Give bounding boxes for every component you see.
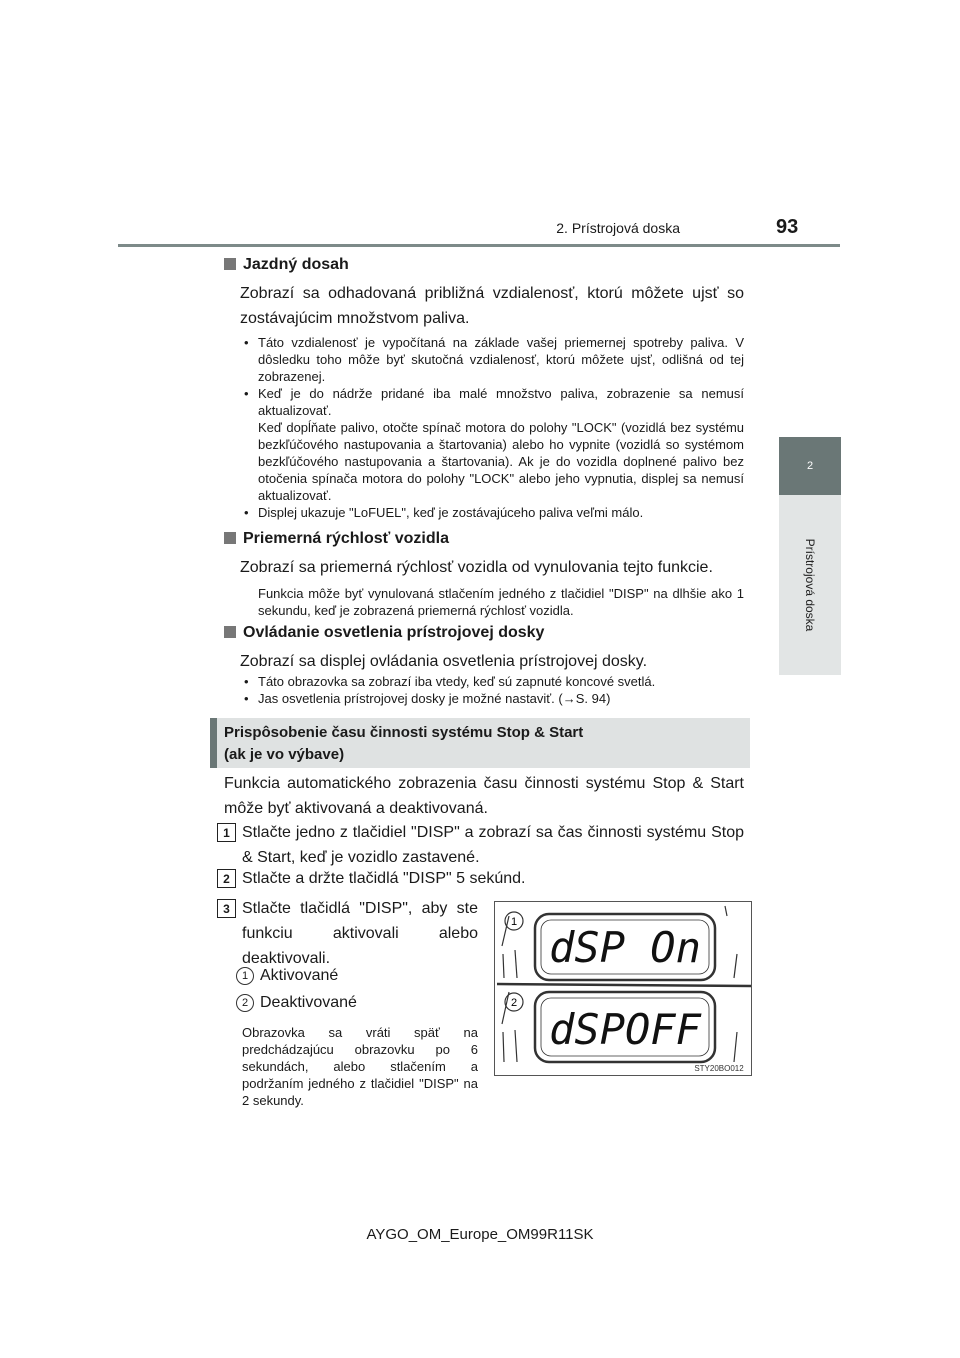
step-text-1: Stlačte jedno z tlačidiel "DISP" a zobrazí sa čas činnosti systému Stop & Start, keď je vozidlo zastavené. [242,824,744,866]
avg-speed-body: Zobrazí sa priemerná rýchlosť vozidla od vynulovania tejto funkcie. [240,559,713,576]
legend-label-1: Aktivované [260,967,339,984]
range-notes [244,334,744,521]
page-number: 93 [776,216,799,238]
edge-line [515,1030,517,1062]
display-figure [494,901,752,1076]
range-note-3: • Displej ukazuje "LoFUEL", keď je zostávajúceho paliva veľmi málo. [244,504,744,521]
square-bullet-icon [224,626,236,638]
heading-range [224,256,349,274]
step-number-3: 3 [217,899,236,918]
heading-avg-speed [224,530,449,548]
legend-callout-2: 2 [236,994,254,1012]
legend-label-2: Deaktivované [260,994,357,1011]
heading-lighting [224,624,544,642]
header-rule [118,244,840,247]
edge-line [515,950,517,978]
figure-code: STY20BO012 [694,1064,744,1073]
edge-line [503,1032,504,1062]
lcd-text-off: dSPOFF [549,1005,701,1054]
footer-doc-id: AYGO_OM_Europe_OM99R11SK [366,1226,594,1243]
lighting-note-2: • Jas osvetlenia prístrojovej dosky je možné nastaviť. (→S. 94) [244,690,744,707]
range-note-1: • Táto vzdialenosť je vypočítaná na základe vašej priemernej spotreby paliva. V dôsledku toho môže byť skutočná vzdialenosť, ktorú môžete ujsť, odlišná od tej zobrazenej. [244,334,744,385]
section-title: 2. Prístrojová doska [556,220,680,236]
range-body: Zobrazí sa odhadovaná približná vzdialenosť, ktorú môžete ujsť so zostávajúcim množstvom paliva. [240,285,744,327]
step-text-3: Stlačte tlačidlá "DISP", aby ste funkciu aktivovali alebo deaktivovali. [242,900,478,967]
subsection-box [210,718,750,768]
callout-2: 2 [510,997,518,1009]
heading-lighting-text: Ovládanie osvetlenia prístrojovej dosky [243,624,545,641]
range-note-2-a: Keď je do nádrže pridané iba malé množstvo paliva, zobrazenie sa nemusí aktualizovať. [258,386,744,418]
range-note-2-b: Keď dopĺňate palivo, otočte spínač motora do polohy "LOCK" (vozidlá bez systému bezkľúčového nastupovania a štartovania) alebo ho vypnite (vozidlá so systémom bezkľúčového nastupovania a štartovania). Ak je do vozidla doplnené palivo bez otočenia spínača motora do polohy "LOCK" alebo jeho vypnutia, displej sa nemusí aktualizovať. [258,420,744,503]
square-bullet-icon [224,532,236,544]
intro-paragraph: Funkcia automatického zobrazenia času činnosti systému Stop & Start môže byť aktivovaná a deaktivovaná. [224,775,744,817]
lcd-text-on: dSP On [549,923,701,972]
subsection-title [224,722,583,766]
chapter-label [780,495,840,675]
lighting-body: Zobrazí sa displej ovládania osvetlenia prístrojovej dosky. [240,653,648,670]
lighting-note-1: • Táto obrazovka sa zobrazí iba vtedy, keď sú zapnuté koncové svetlá. [244,673,744,690]
subsection-box-bar [210,718,217,768]
lighting-notes [244,673,744,707]
edge-line [503,954,504,978]
step3-note: Obrazovka sa vráti späť na predchádzajúcu obrazovku po 6 sekundách, alebo stlačením a podržaním jedného z tlačidiel "DISP" na 2 sekundy. [242,1025,478,1108]
chapter-number: 2 [806,460,814,472]
lcd-illustration [495,902,751,1075]
step-text-2: Stlačte a držte tlačidlá "DISP" 5 sekúnd. [242,870,526,887]
avg-speed-note: Funkcia môže byť vynulovaná stlačením jedného z tlačidiel "DISP" na dlhšie ako 1 sekundu, keď je zobrazená priemerná rýchlosť vozidla. [258,586,744,618]
chapter-label-text: Prístrojová doska [803,538,817,632]
heading-range-text: Jazdný dosah [243,256,349,273]
chapter-tab [779,437,841,495]
edge-line [734,954,737,978]
step-number-1: 1 [217,823,236,842]
callout-1: 1 [510,916,518,928]
step-number-2: 2 [217,869,236,888]
edge-line [725,906,727,916]
legend-callout-1: 1 [236,967,254,985]
edge-line [734,1032,737,1062]
heading-avg-speed-text: Priemerná rýchlosť vozidla [243,530,449,547]
square-bullet-icon [224,258,236,270]
subsection-title-line2: (ak je vo výbave) [224,746,345,763]
separator-line [497,984,751,986]
subsection-title-line1: Prispôsobenie času činnosti systému Stop & Start [224,724,584,741]
range-note-2 [244,385,744,504]
